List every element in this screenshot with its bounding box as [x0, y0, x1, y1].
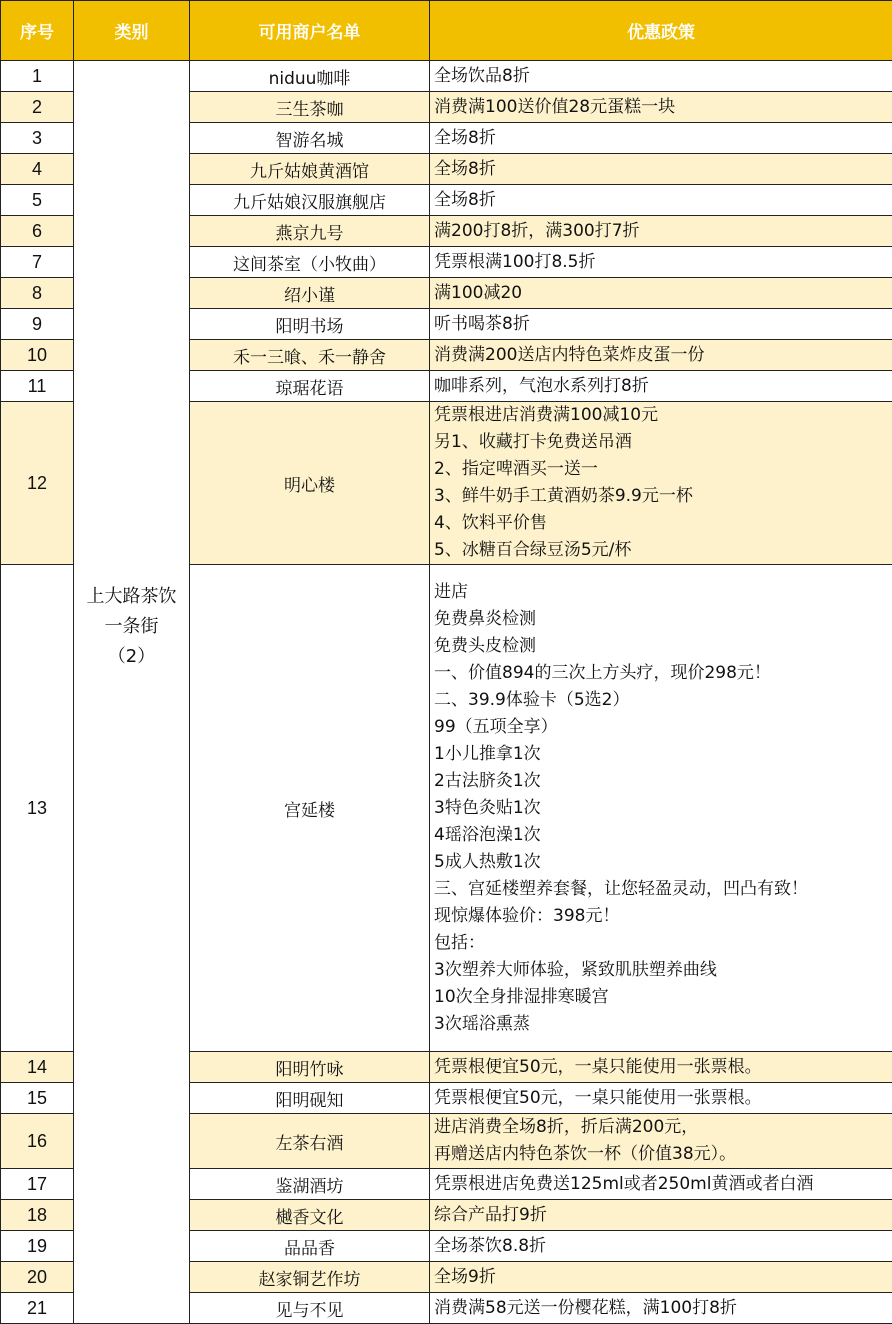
policy-cell — [430, 185, 892, 216]
row-index: 14 — [1, 1052, 74, 1083]
policy-cell — [430, 1200, 892, 1231]
policy-line: 凭票根进店消费满100减10元 — [434, 402, 892, 429]
row-index: 10 — [1, 340, 74, 371]
row-index: 2 — [1, 92, 74, 123]
row-index: 7 — [1, 247, 74, 278]
policy-line: 综合产品打9折 — [434, 1202, 892, 1229]
policy-cell — [430, 154, 892, 185]
row-index: 3 — [1, 123, 74, 154]
row-index: 11 — [1, 371, 74, 402]
policy-line: 凭票根便宜50元，一桌只能使用一张票根。 — [434, 1085, 892, 1112]
row-index: 9 — [1, 309, 74, 340]
policy-cell — [430, 1083, 892, 1114]
row-index: 1 — [1, 61, 74, 92]
policy-line: 99（五项全享） — [434, 714, 892, 741]
row-index: 8 — [1, 278, 74, 309]
category-line: 一条街 — [74, 612, 189, 642]
merchant-name: 九斤姑娘汉服旗舰店 — [190, 185, 430, 216]
merchant-name: 阳明竹咏 — [190, 1052, 430, 1083]
merchant-name: 九斤姑娘黄酒馆 — [190, 154, 430, 185]
merchant-name: 燕京九号 — [190, 216, 430, 247]
policy-line: 听书喝茶8折 — [434, 311, 892, 338]
row-index: 19 — [1, 1231, 74, 1262]
policy-line: 2、指定啤酒买一送一 — [434, 456, 892, 483]
merchant-name: 品品香 — [190, 1231, 430, 1262]
policy-line: 包括： — [434, 930, 892, 957]
header-index: 序号 — [1, 1, 74, 61]
policy-line: 消费满200送店内特色菜炸皮蛋一份 — [434, 342, 892, 369]
row-index: 13 — [1, 565, 74, 1052]
category-line: 上大路茶饮 — [74, 582, 189, 612]
table-body — [1, 61, 892, 1324]
row-index: 20 — [1, 1262, 74, 1293]
policy-cell — [430, 123, 892, 154]
merchant-name: 明心楼 — [190, 402, 430, 565]
merchant-name: 三生茶咖 — [190, 92, 430, 123]
policy-line: 进店 — [434, 579, 892, 606]
policy-line: 凭票根满100打8.5折 — [434, 249, 892, 276]
header-policy: 优惠政策 — [430, 1, 892, 61]
merchant-name: 这间茶室（小牧曲） — [190, 247, 430, 278]
merchant-name: 琼琚花语 — [190, 371, 430, 402]
policy-cell — [430, 216, 892, 247]
policy-cell — [430, 309, 892, 340]
policy-cell — [430, 1169, 892, 1200]
policy-cell — [430, 1262, 892, 1293]
policy-line: 2古法脐灸1次 — [434, 768, 892, 795]
policy-line: 10次全身排湿排寒暖宫 — [434, 984, 892, 1011]
policy-line: 全场饮品8折 — [434, 63, 892, 90]
merchant-name: 阳明砚知 — [190, 1083, 430, 1114]
policy-line: 满100减20 — [434, 280, 892, 307]
policy-line: 另1、收藏打卡免费送吊酒 — [434, 429, 892, 456]
policy-line: 再赠送店内特色茶饮一杯（价值38元）。 — [434, 1141, 892, 1168]
merchant-name: 阳明书场 — [190, 309, 430, 340]
row-index: 17 — [1, 1169, 74, 1200]
policy-line: 现惊爆体验价：398元！ — [434, 903, 892, 930]
policy-cell — [430, 247, 892, 278]
policy-line: 三、宫延楼塑养套餐，让您轻盈灵动，凹凸有致！ — [434, 876, 892, 903]
merchant-name: 宫延楼 — [190, 565, 430, 1052]
header-merchant: 可用商户名单 — [190, 1, 430, 61]
policy-cell — [430, 278, 892, 309]
policy-line: 5成人热敷1次 — [434, 849, 892, 876]
header-row — [1, 1, 892, 61]
policy-cell — [430, 371, 892, 402]
policy-line: 凭票根便宜50元，一桌只能使用一张票根。 — [434, 1054, 892, 1081]
policy-line: 全场茶饮8.8折 — [434, 1233, 892, 1260]
policy-line: 3特色灸贴1次 — [434, 795, 892, 822]
policy-line: 消费满100送价值28元蛋糕一块 — [434, 94, 892, 121]
row-index: 5 — [1, 185, 74, 216]
merchant-name: 樾香文化 — [190, 1200, 430, 1231]
policy-line: 4瑶浴泡澡1次 — [434, 822, 892, 849]
row-index: 15 — [1, 1083, 74, 1114]
policy-line: 4、饮料平价售 — [434, 510, 892, 537]
policy-cell — [430, 1114, 892, 1169]
category-line: （2） — [74, 642, 189, 672]
policy-line: 1小儿推拿1次 — [434, 741, 892, 768]
category-cell — [74, 61, 190, 1324]
policy-line: 3次瑶浴熏蒸 — [434, 1011, 892, 1038]
policy-cell — [430, 340, 892, 371]
policy-line: 免费鼻炎检测 — [434, 606, 892, 633]
policy-cell — [430, 565, 892, 1052]
policy-cell — [430, 1052, 892, 1083]
row-index: 12 — [1, 402, 74, 565]
policy-line: 消费满58元送一份樱花糕，满100打8折 — [434, 1295, 892, 1322]
policy-line: 咖啡系列，气泡水系列打8折 — [434, 373, 892, 400]
policy-line: 一、价值894的三次上方头疗，现价298元！ — [434, 660, 892, 687]
policy-line: 3次塑养大师体验，紧致肌肤塑养曲线 — [434, 957, 892, 984]
row-index: 6 — [1, 216, 74, 247]
policy-line: 全场8折 — [434, 125, 892, 152]
merchant-name: 绍小谨 — [190, 278, 430, 309]
merchant-name: 智游名城 — [190, 123, 430, 154]
policy-line: 全场8折 — [434, 156, 892, 183]
policy-line: 凭票根进店免费送125ml或者250ml黄酒或者白酒 — [434, 1171, 892, 1198]
policy-cell — [430, 1231, 892, 1262]
policy-line: 全场8折 — [434, 187, 892, 214]
policy-cell — [430, 61, 892, 92]
merchant-name: 禾一三喰、禾一静舍 — [190, 340, 430, 371]
policy-line: 全场9折 — [434, 1264, 892, 1291]
policy-line: 满200打8折，满300打7折 — [434, 218, 892, 245]
row-index: 18 — [1, 1200, 74, 1231]
policy-line: 3、鲜牛奶手工黄酒奶茶9.9元一杯 — [434, 483, 892, 510]
merchant-name: 左茶右酒 — [190, 1114, 430, 1169]
row-index: 21 — [1, 1293, 74, 1324]
row-index: 4 — [1, 154, 74, 185]
header-category: 类别 — [74, 1, 190, 61]
policy-line: 免费头皮检测 — [434, 633, 892, 660]
table-row — [1, 61, 892, 92]
policy-line: 5、冰糖百合绿豆汤5元/杯 — [434, 537, 892, 564]
policy-line: 进店消费全场8折，折后满200元， — [434, 1114, 892, 1141]
policy-cell — [430, 402, 892, 565]
policy-line: 二、39.9体验卡（5选2） — [434, 687, 892, 714]
row-index: 16 — [1, 1114, 74, 1169]
merchant-name: niduu咖啡 — [190, 61, 430, 92]
merchant-name: 赵家铜艺作坊 — [190, 1262, 430, 1293]
merchant-name: 鉴湖酒坊 — [190, 1169, 430, 1200]
policy-cell — [430, 1293, 892, 1324]
merchant-name: 见与不见 — [190, 1293, 430, 1324]
policy-cell — [430, 92, 892, 123]
